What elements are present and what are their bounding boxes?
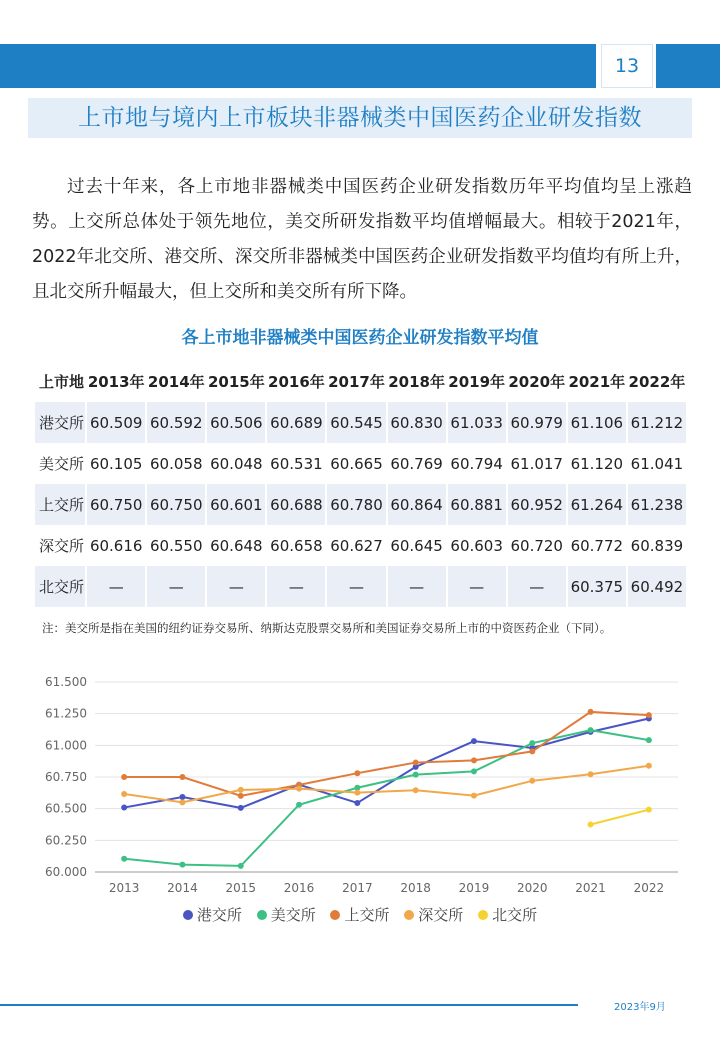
y-tick-label: 61.250 xyxy=(45,706,87,721)
legend-item xyxy=(478,904,537,925)
table-cell: 北交所 xyxy=(35,566,85,607)
chart-legend xyxy=(0,904,720,925)
x-tick-label: 2022 xyxy=(633,881,665,895)
table-cell: 60.492 xyxy=(628,566,686,607)
legend-item xyxy=(257,904,316,925)
table-cell: — xyxy=(207,566,265,607)
table-cell: 61.120 xyxy=(568,443,626,484)
y-tick-label: 60.750 xyxy=(45,770,87,784)
table-cell: 60.506 xyxy=(207,402,265,443)
legend-dot-icon xyxy=(478,910,488,920)
data-point xyxy=(354,790,360,796)
table-note: 注：美交所是指在美国的纽约证券交易所、纳斯达克股票交易所和美国证券交易所上市的中资医药企业（下同）。 xyxy=(42,621,612,635)
x-tick-label: 2021 xyxy=(575,881,606,895)
table-cell: 60.772 xyxy=(568,525,626,566)
table-cell: 60.794 xyxy=(448,443,506,484)
table-cell: 60.545 xyxy=(327,402,385,443)
table-cell: 60.648 xyxy=(207,525,265,566)
table-cell: 60.688 xyxy=(267,484,325,525)
table-cell: 60.979 xyxy=(508,402,566,443)
x-tick-label: 2018 xyxy=(400,881,431,895)
x-tick-label: 2013 xyxy=(108,881,140,895)
data-point xyxy=(646,737,652,743)
table-cell: 60.550 xyxy=(147,525,205,566)
data-table xyxy=(33,361,688,607)
table-cell: 60.881 xyxy=(448,484,506,525)
data-point xyxy=(179,794,185,800)
table-cell: 60.689 xyxy=(267,402,325,443)
table-cell: 60.603 xyxy=(448,525,506,566)
table-cell: 60.864 xyxy=(388,484,446,525)
table-cell: 60.750 xyxy=(147,484,205,525)
line-chart xyxy=(0,668,720,898)
table-row xyxy=(35,484,686,525)
data-point xyxy=(588,727,594,733)
data-point xyxy=(238,805,244,811)
footer-line xyxy=(0,1004,578,1006)
header-bar-right xyxy=(656,44,720,88)
table-cell: — xyxy=(327,566,385,607)
data-point xyxy=(296,802,302,808)
data-point xyxy=(646,807,652,813)
y-tick-label: 60.250 xyxy=(45,833,87,848)
table-cell: 60.769 xyxy=(388,443,446,484)
table-row xyxy=(35,443,686,484)
section-title: 上市地与境内上市板块非器械类中国医药企业研发指数 xyxy=(78,105,642,131)
table-cell: 60.058 xyxy=(147,443,205,484)
legend-dot-icon xyxy=(183,910,193,920)
data-point xyxy=(121,774,127,780)
legend-dot-icon xyxy=(257,910,267,920)
table-header-cell: 2021年 xyxy=(568,361,626,402)
table-cell: 60.601 xyxy=(207,484,265,525)
table-header-row xyxy=(35,361,686,402)
table-cell: 60.509 xyxy=(87,402,145,443)
data-point xyxy=(121,856,127,862)
table-cell: 上交所 xyxy=(35,484,85,525)
table-row xyxy=(35,402,686,443)
data-point xyxy=(588,709,594,715)
data-point xyxy=(471,757,477,763)
data-point xyxy=(471,738,477,744)
table-cell: 60.839 xyxy=(628,525,686,566)
table-cell: 60.592 xyxy=(147,402,205,443)
data-point xyxy=(529,740,535,746)
table-cell: — xyxy=(267,566,325,607)
legend-item xyxy=(183,904,242,925)
data-point xyxy=(354,800,360,806)
series-line xyxy=(124,712,649,796)
table-cell: 深交所 xyxy=(35,525,85,566)
table-header-cell: 2019年 xyxy=(448,361,506,402)
table-row xyxy=(35,525,686,566)
table-header-cell: 2013年 xyxy=(87,361,145,402)
table-cell: 60.048 xyxy=(207,443,265,484)
legend-label: 美交所 xyxy=(270,906,316,924)
table-cell: 60.105 xyxy=(87,443,145,484)
data-point xyxy=(413,760,419,766)
y-tick-label: 61.000 xyxy=(45,738,87,753)
table-cell: — xyxy=(147,566,205,607)
table-header-cell: 2022年 xyxy=(628,361,686,402)
legend-dot-icon xyxy=(330,910,340,920)
table-header-cell: 2018年 xyxy=(388,361,446,402)
table-cell: 60.627 xyxy=(327,525,385,566)
data-point xyxy=(588,771,594,777)
table-cell: 61.212 xyxy=(628,402,686,443)
page-number: 13 xyxy=(601,44,653,88)
data-point xyxy=(413,772,419,778)
x-tick-label: 2015 xyxy=(225,881,257,895)
legend-item xyxy=(404,904,463,925)
series-line xyxy=(591,810,649,825)
y-tick-label: 60.000 xyxy=(45,865,87,879)
data-point xyxy=(238,793,244,799)
y-tick-label: 61.500 xyxy=(45,675,87,689)
x-tick-label: 2014 xyxy=(167,881,198,895)
table-cell: 61.017 xyxy=(508,443,566,484)
table-cell: 60.830 xyxy=(388,402,446,443)
table-cell: 60.750 xyxy=(87,484,145,525)
data-point xyxy=(238,863,244,869)
data-point xyxy=(529,748,535,754)
table-cell: — xyxy=(388,566,446,607)
table-cell: 60.658 xyxy=(267,525,325,566)
table-header-cell: 2020年 xyxy=(508,361,566,402)
x-tick-label: 2020 xyxy=(516,881,548,895)
table-cell: — xyxy=(508,566,566,607)
data-point xyxy=(179,862,185,868)
table-cell: 61.041 xyxy=(628,443,686,484)
table-cell: — xyxy=(87,566,145,607)
x-tick-label: 2019 xyxy=(458,881,490,895)
data-point xyxy=(471,793,477,799)
data-point xyxy=(238,787,244,793)
legend-label: 港交所 xyxy=(196,906,242,924)
table-cell: 61.264 xyxy=(568,484,626,525)
table-header-cell: 上市地 xyxy=(35,361,85,402)
table-cell: 60.645 xyxy=(388,525,446,566)
table-cell: 60.531 xyxy=(267,443,325,484)
footer-date: 2023年9月 xyxy=(614,1002,666,1013)
table-row xyxy=(35,566,686,607)
table-cell: 60.616 xyxy=(87,525,145,566)
data-point xyxy=(646,712,652,718)
table-cell: — xyxy=(448,566,506,607)
table-cell: 60.720 xyxy=(508,525,566,566)
data-point xyxy=(121,805,127,811)
data-point xyxy=(646,763,652,769)
table-cell: 60.375 xyxy=(568,566,626,607)
data-point xyxy=(121,791,127,797)
series-line xyxy=(124,718,649,807)
data-point xyxy=(354,770,360,776)
data-point xyxy=(471,768,477,774)
data-point xyxy=(179,799,185,805)
table-cell: 美交所 xyxy=(35,443,85,484)
legend-label: 上交所 xyxy=(344,906,390,924)
legend-dot-icon xyxy=(404,910,414,920)
table-cell: 港交所 xyxy=(35,402,85,443)
x-tick-label: 2017 xyxy=(342,881,373,895)
data-point xyxy=(529,778,535,784)
table-cell: 60.952 xyxy=(508,484,566,525)
table-header-cell: 2017年 xyxy=(327,361,385,402)
data-point xyxy=(413,787,419,793)
table-cell: 61.238 xyxy=(628,484,686,525)
legend-item xyxy=(330,904,389,925)
table-header-cell: 2015年 xyxy=(207,361,265,402)
header-bar xyxy=(0,44,596,88)
table-cell: 60.665 xyxy=(327,443,385,484)
body-paragraph: 过去十年来，各上市地非器械类中国医药企业研发指数历年平均值均呈上涨趋势。上交所总体处于领先地位，美交所研发指数平均值增幅最大。相较于2021年，2022年北交所、港交所、深交所非器械类中国医药企业研发指数平均值均有所上升，且北交所升幅最大，但上交所和美交所有所下降。 xyxy=(32,177,692,302)
table-cell: 61.033 xyxy=(448,402,506,443)
x-tick-label: 2016 xyxy=(283,881,315,895)
data-point xyxy=(296,786,302,792)
data-point xyxy=(588,822,594,828)
table-header-cell: 2016年 xyxy=(267,361,325,402)
legend-label: 北交所 xyxy=(492,906,538,924)
legend-label: 深交所 xyxy=(418,906,464,924)
y-tick-label: 60.500 xyxy=(45,801,87,816)
data-point xyxy=(179,774,185,780)
table-cell: 60.780 xyxy=(327,484,385,525)
table-cell: 61.106 xyxy=(568,402,626,443)
table-header-cell: 2014年 xyxy=(147,361,205,402)
table-title: 各上市地非器械类中国医药企业研发指数平均值 xyxy=(181,328,539,348)
